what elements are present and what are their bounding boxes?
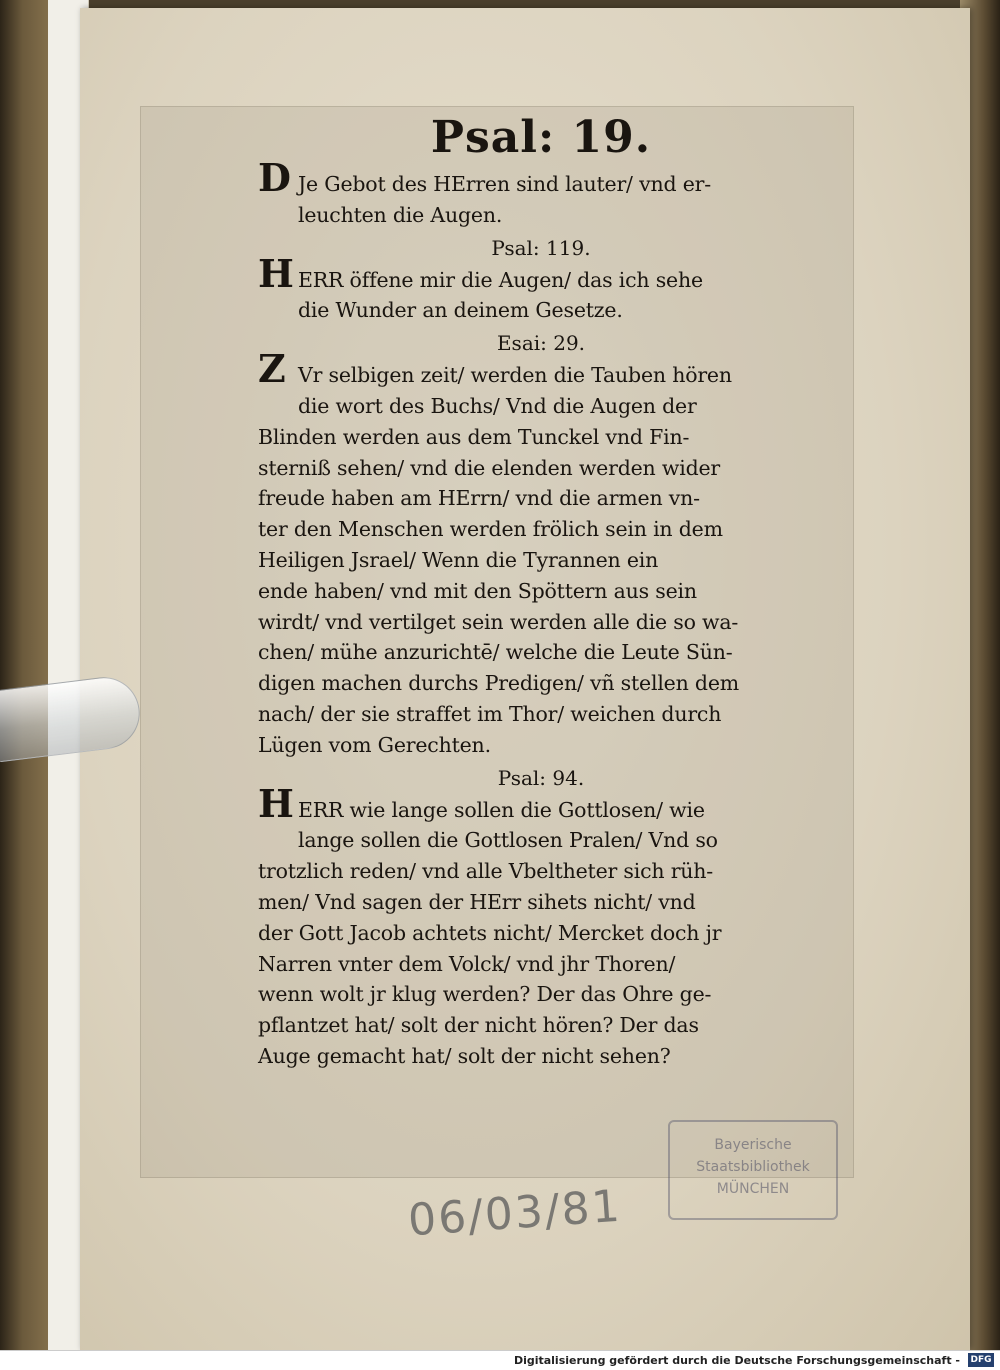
handwritten-shelfmark: 06/03/81 [406,1180,624,1247]
stamp-line: MÜNCHEN [716,1181,790,1197]
verse-reference: Psal: 119. [491,235,591,260]
passage-psalm-19 [258,155,824,231]
text-line: wirdt/ vnd vertilget sein werden alle die so wa- [258,609,739,634]
footer-credit: Digitalisierung gefördert durch die Deutsche Forschungsgemeinschaft - [513,1354,960,1367]
verse-reference: Psal: 94. [497,765,585,790]
drop-initial: Z [258,346,286,392]
text-line: der Gott Jacob achtets nicht/ Mercket doch jr [258,920,722,945]
digitization-footer [0,1350,1000,1370]
text-line: freude haben am HErrn/ vnd die armen vn- [258,486,700,511]
stamp-line: Bayerische [714,1137,792,1153]
text-line: Narren vnter dem Volck/ vnd jhr Thoren/ [258,951,676,976]
dfg-logo-icon: DFG [968,1353,994,1367]
text-line: die wort des Buchs/ Vnd die Augen der [298,393,697,418]
drop-initial: H [258,780,294,826]
text-line: Je Gebot des HErren sind lauter/ vnd er- [298,172,711,196]
text-line: ERR öffene mir die Augen/ das ich sehe [298,267,703,292]
verse-reference: Esai: 29. [496,331,586,356]
drop-initial: H [258,250,294,296]
text-line: Vr selbigen zeit/ werden die Tauben hören [298,363,732,388]
passage-esai-29 [258,330,824,760]
page-title: Psal: 19. [430,112,652,163]
text-line: chen/ mühe anzurichtē/ welche die Leute Sün- [258,640,733,665]
page-text [258,112,824,1076]
stamp-line: Staatsbibliothek [696,1159,810,1175]
text-line: trotzlich reden/ vnd alle Vbeltheter sich rüh- [258,859,714,884]
passage-psalm-94 [258,765,824,1072]
text-line: wenn wolt jr klug werden? Der das Ohre ge- [258,982,712,1007]
text-line: Lügen vom Gerechten. [258,732,491,757]
text-line: men/ Vnd sagen der HErr sihets nicht/ vnd [258,889,696,914]
passage-psalm-119 [258,235,824,327]
text-line: sterniß sehen/ vnd die elenden werden wider [258,455,721,480]
text-line: ende haben/ vnd mit den Spöttern aus sein [258,578,697,603]
text-line: pflantzet hat/ solt der nicht hören? Der das [258,1013,699,1038]
text-line: digen machen durchs Predigen/ vñ stellen dem [258,671,740,696]
text-line: Blinden werden aus dem Tunckel vnd Fin- [258,424,690,449]
text-line: lange sollen die Gottlosen Pralen/ Vnd so [298,828,718,853]
text-line: ter den Menschen werden frölich sein in dem [258,517,723,542]
drop-initial: D [258,155,291,200]
text-line: ERR wie lange sollen die Gottlosen/ wie [298,797,705,822]
text-line: Heiligen Jsrael/ Wenn die Tyrannen ein [258,547,659,572]
text-line: die Wunder an deinem Gesetze. [298,298,623,323]
text-line: leuchten die Augen. [298,202,503,227]
library-stamp [668,1120,838,1220]
text-line: nach/ der sie straffet im Thor/ weichen durch [258,701,722,726]
text-line: Auge gemacht hat/ solt der nicht sehen? [258,1043,671,1068]
